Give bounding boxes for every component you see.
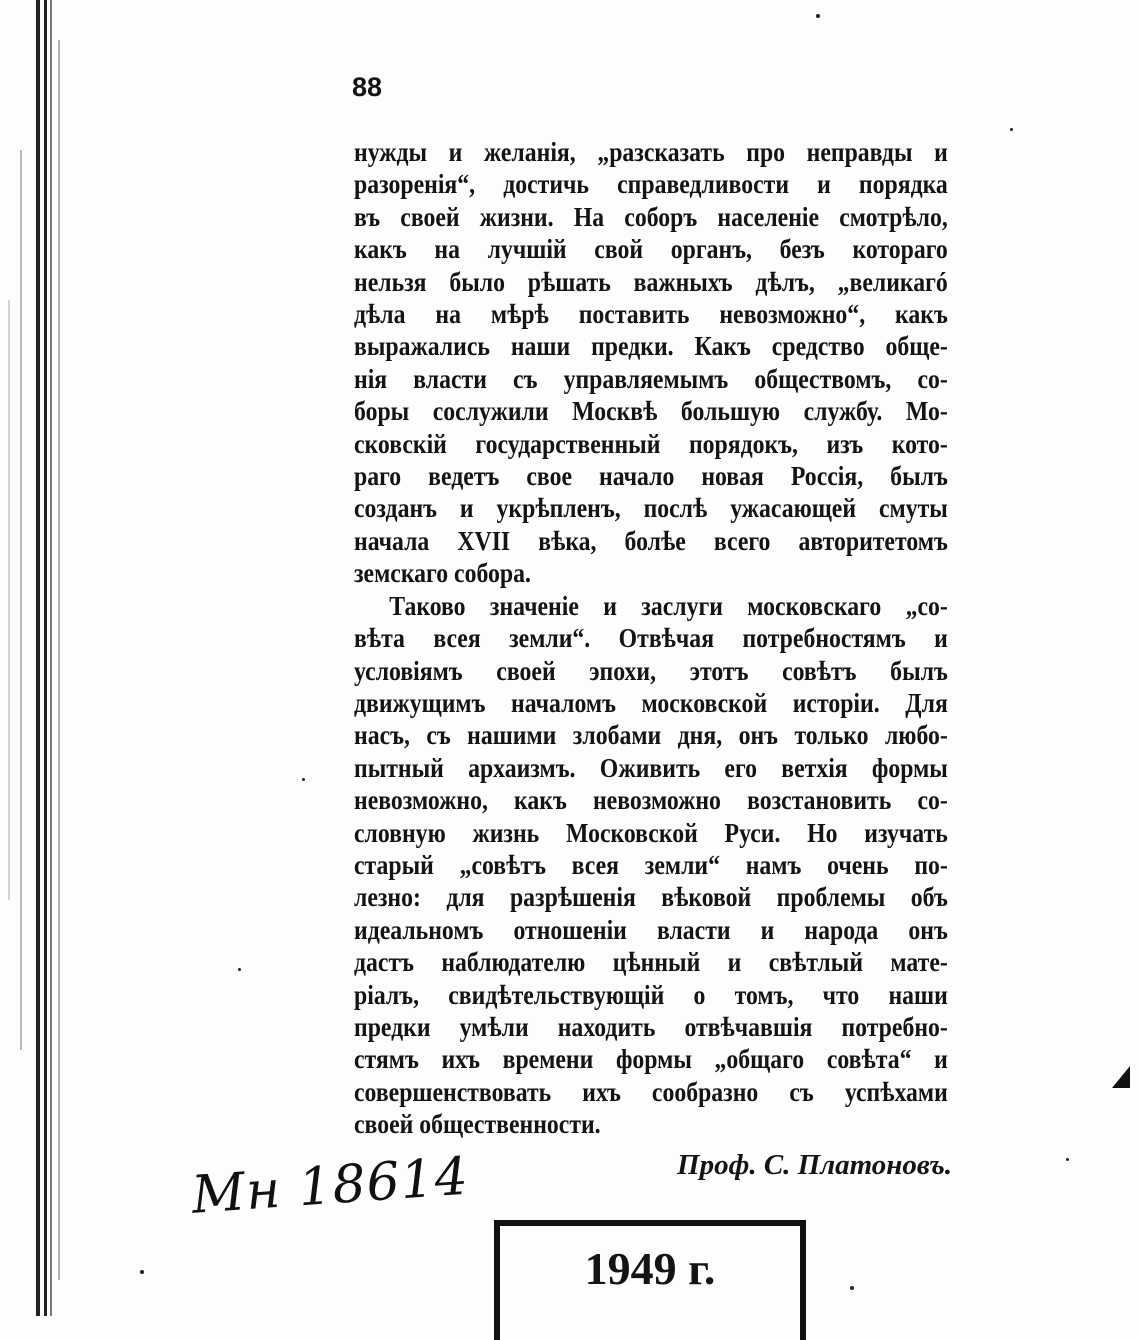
library-stamp — [494, 1220, 806, 1340]
text-line: своей общественности. — [354, 1109, 601, 1140]
text-line: боры сослужили Москвѣ большую службу. Мо- — [354, 396, 948, 427]
text-line: словную жизнь Московской Руси. Но изучать — [354, 817, 948, 848]
text-line: земскаго собора. — [354, 558, 531, 589]
scan-speck — [816, 14, 820, 18]
text-line: раго ведетъ свое начало новая Россія, былъ — [354, 461, 948, 492]
scan-speck — [302, 778, 305, 781]
text-line: стямъ ихъ времени формы „общаго совѣта“ и — [354, 1044, 948, 1075]
text-line: невозможно, какъ невозможно возстановить со- — [354, 785, 948, 816]
text-line: движущимъ началомъ московской исторіи. Для — [354, 687, 948, 718]
text-line: какъ на лучшій свой органъ, безъ котораго — [354, 234, 948, 265]
text-line: пытный архаизмъ. Оживить его ветхія формы — [354, 752, 948, 783]
page-number: 88 — [352, 72, 383, 102]
text-line: идеальномъ отношеніи власти и народа онъ — [354, 914, 948, 945]
handwritten-inventory-number: Мн 18614 — [189, 1146, 471, 1226]
text-line: въ своей жизни. На соборъ населеніе смотрѣло, — [354, 201, 948, 232]
text-line: насъ, съ нашими злобами дня, онъ только любо- — [354, 720, 948, 751]
text-line: вѣта всея земли“. Отвѣчая потребностямъ и — [354, 623, 948, 654]
text-line: условіямъ своей эпохи, этотъ совѣтъ былъ — [354, 655, 948, 686]
text-line: старый „совѣтъ всея земли“ намъ очень по- — [354, 849, 948, 880]
scan-speck — [140, 1270, 144, 1274]
text-line: сковскій государственный порядокъ, изъ кото- — [354, 428, 948, 459]
text-line: предки умѣли находить отвѣчавшія потребно- — [354, 1011, 948, 1042]
text-line: разоренія“, достичь справедливости и порядка — [354, 169, 948, 200]
text-line: лезно: для разрѣшенія вѣковой проблемы объ — [354, 882, 948, 913]
scan-speck — [1066, 1158, 1069, 1161]
scan-speck — [238, 968, 241, 971]
scan-speck — [850, 1286, 854, 1290]
text-line: начала XVII вѣка, болѣе всего авторитетомъ — [354, 525, 948, 556]
text-line: дастъ наблюдателю цѣнный и свѣтлый мате- — [354, 947, 948, 978]
author-signature: Проф. С. Платоновъ. — [677, 1149, 952, 1181]
paragraph-2 — [354, 590, 948, 1141]
text-line: дѣла на мѣрѣ поставить невозможно“, какъ — [354, 299, 948, 330]
body-text — [354, 136, 948, 1141]
corner-mark-icon — [1112, 1066, 1130, 1088]
scan-speck — [1010, 128, 1013, 131]
text-line: созданъ и укрѣпленъ, послѣ ужасающей смуты — [354, 493, 948, 524]
text-line: совершенствовать ихъ сообразно съ успѣхами — [354, 1076, 948, 1107]
text-line: выражались наши предки. Какъ средство обще- — [354, 331, 948, 362]
stamp-year: 1949 г. — [584, 1243, 716, 1294]
text-line: ріалъ, свидѣтельствующій о томъ, что наши — [354, 979, 948, 1010]
text-line: нельзя было рѣшать важныхъ дѣлъ, „великагó — [354, 266, 948, 297]
paragraph-1 — [354, 136, 948, 590]
scan-edge-artifacts — [0, 0, 80, 1316]
text-line: Таково значеніе и заслуги московскаго „со- — [389, 590, 948, 621]
text-line: нія власти съ управляемымъ обществомъ, со- — [354, 363, 948, 394]
text-line: нужды и желанія, „разсказать про неправды и — [354, 137, 948, 167]
